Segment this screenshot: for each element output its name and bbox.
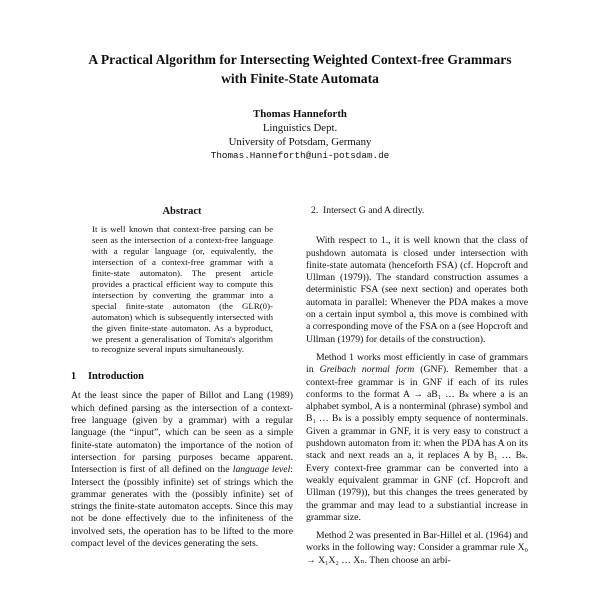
left-column	[71, 205, 293, 550]
author-email: Thomas.Hanneforth@uni-potsdam.de	[210, 150, 390, 161]
body-paragraph-3: Method 2 was presented in Bar-Hillel et al. (1964) and works in the following way: Consider a grammar rule X₀ → X₁X₂ … Xₙ. Then choose an arbi-	[306, 530, 528, 566]
right-column	[306, 205, 528, 567]
author-name: Thomas Hanneforth	[253, 108, 347, 120]
body-p2-part-a: Method 1 works most efficiently in case of grammars in	[306, 351, 528, 376]
paper-title	[0, 50, 600, 88]
author-block	[0, 107, 600, 163]
abstract-text: It is well known that context-free parsing can be seen as the intersection of a context-free language with a regular language (or, equivalently, the intersection of a context-free grammar with a finite-state automaton). The present article provides a practical efficient way to compute this intersection by converting the grammar into a special finite-state automaton (the GLR(0)-automaton) which is subsequently intersected with the given finite-state automaton. As a byproduct, we present a generalisation of Tomita's algorithm to recognize several inputs simultaneously.	[92, 224, 273, 355]
author-university: University of Potsdam, Germany	[228, 136, 372, 148]
abstract-heading: Abstract	[162, 206, 202, 217]
title-line-2: with Finite-State Automata	[221, 71, 379, 86]
intro-p1-part-a: At the least since the paper of Billot and Lang (1989) which defined parsing as the intersection of a context-free language (given by a grammar) with a regular language (the “input”, which can be seen as a simple finite-state automaton) the importance of the notion of intersection for parsing purposes became apparent. Intersection is first of all defined on the	[71, 390, 293, 476]
author-dept: Linguistics Dept.	[262, 122, 338, 134]
body-paragraph-2	[306, 352, 528, 524]
body-p2-part-b: (GNF). Remember that a context-free grammar is in GNF if each of its rules conforms to the format A → aB₁ … Bₖ where a is an alphabet symbol, A is a nonterminal (phrase) symbol and B₁ … Bₖ is a possibly empty sequence of nonterminals. Given a grammar in GNF, it is very easy to construct a pushdown automaton from it: when the PDA has A on its stack and next reads an a, it replaces A by B₁ … Bₖ. Every context-free grammar can be converted into a weakly equivalent grammar in GNF (cf. Hopcroft and Ullman (1979)), but this changes the trees generated by the grammar and may lead to a substiantial increase in grammar size.	[306, 364, 528, 523]
intro-p1-part-b: : Intersect the (possibly infinite) set of strings which the grammar generates with the (possibly infinite) set of strings the finite-state automaton accepts. Since this may not be done effectively due to the infiniteness of the involved sets, the operation has to be lifted to the more compact level of the devices generating the sets.	[71, 464, 293, 549]
intro-paragraph-1	[71, 390, 293, 550]
intro-p1-emphasis: language level	[232, 464, 291, 476]
title-line-1: A Practical Algorithm for Intersecting Weighted Context-free Grammars	[88, 52, 512, 67]
list-item-text: Intersect G and A directly.	[323, 205, 425, 216]
section-heading-introduction	[71, 370, 293, 383]
list-item-2	[311, 205, 528, 217]
section-number: 1	[71, 371, 77, 383]
body-p2-emphasis: Greibach normal form	[319, 364, 415, 376]
section-title: Introduction	[88, 371, 144, 383]
list-item-number: 2.	[311, 205, 319, 216]
body-paragraph-1: With respect to 1., it is well known that the class of pushdown automata is closed under intersection with finite-state automata (henceforth FSA) (cf. Hopcroft and Ullman (1979)). The standard construction assumes a deterministic FSA (see next section) and operates both automata in parallel: Whenever the PDA makes a move on a certain input symbol a, this move is combined with a corresponding move of the FSA on a (see Hopcroft and Ullman (1979) for details of the construction).	[306, 235, 528, 345]
